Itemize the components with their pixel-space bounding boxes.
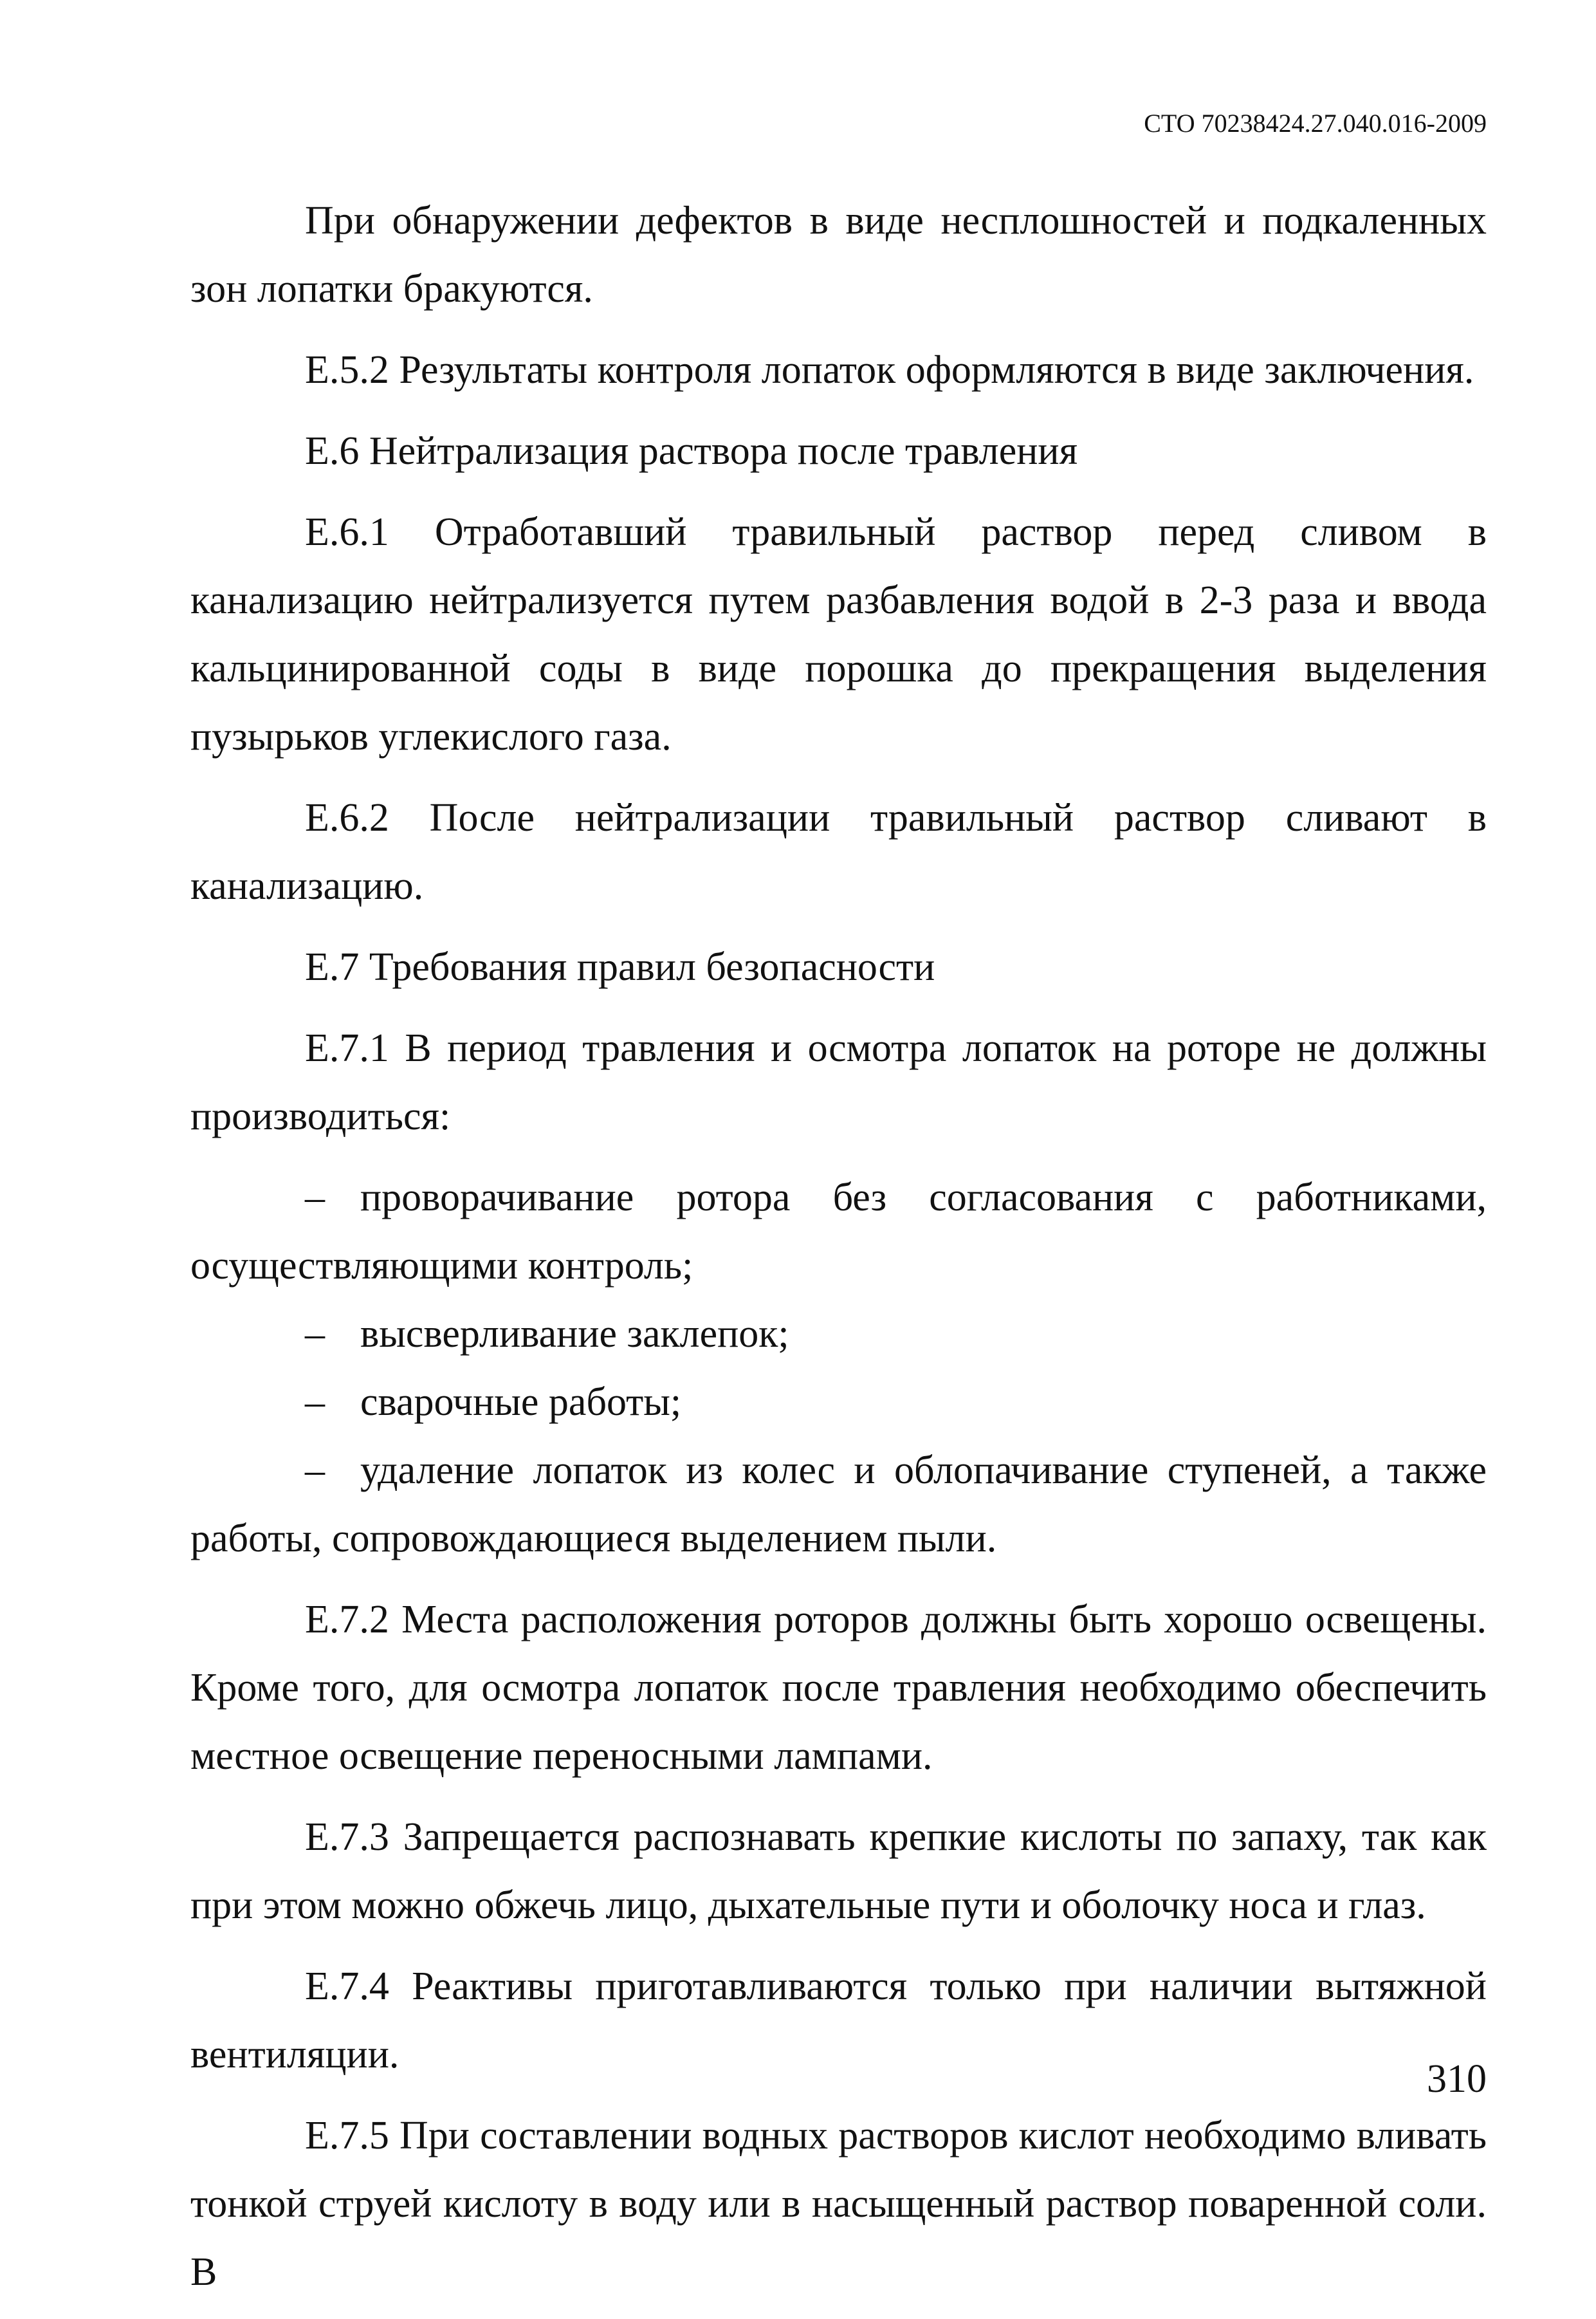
document-code-header: СТО 70238424.27.040.016-2009	[1144, 109, 1487, 138]
dash-marker: –	[305, 1380, 325, 1424]
page-number: 310	[1427, 2057, 1487, 2101]
list-item	[190, 1436, 1487, 1573]
list-item	[190, 1163, 1487, 1300]
list-item-text: проворачивание ротора без согласования с работниками, осуществляющими контроль;	[190, 1176, 1487, 1288]
list-item-text: сварочные работы;	[360, 1380, 682, 1424]
list-item	[190, 1368, 1487, 1436]
heading-e-6: Е.6 Нейтрализация раствора после травления	[305, 429, 1078, 473]
list-item-text: удаление лопаток из колес и облопачивание ступеней, а также работы, сопровождающиеся выделением пыли.	[190, 1448, 1487, 1560]
paragraph-e-7-5: Е.7.5 При составлении водных растворов кислот необходимо вливать тонкой струей кислоту в воду или в насыщенный раствор поваренной соли. В	[190, 2114, 1487, 2294]
paragraph-e-7-3: Е.7.3 Запрещается распознавать крепкие кислоты по запаху, так как при этом можно обжечь лицо, дыхательные пути и оболочку носа и глаз.	[190, 1815, 1487, 1927]
paragraph-e-7-2: Е.7.2 Места расположения роторов должны быть хорошо освещены. Кроме того, для осмотра лопаток после травления необходимо обеспечить местное освещение переносными лампами.	[190, 1598, 1487, 1778]
paragraph-e-6-1: Е.6.1 Отработавший травильный раствор перед сливом в канализацию нейтрализуется путем разбавления водой в 2-3 раза и ввода кальцинированной соды в виде порошка до прекращения выделения пузырьков углекислого газа.	[190, 510, 1487, 759]
paragraph-e-6-2: Е.6.2 После нейтрализации травильный раствор сливают в канализацию.	[190, 796, 1487, 908]
list-item	[190, 1300, 1487, 1368]
list-item-text: высверливание заклепок;	[360, 1312, 789, 1356]
dash-marker: –	[305, 1176, 325, 1219]
dash-marker: –	[305, 1312, 325, 1356]
paragraph-e-7-4: Е.7.4 Реактивы приготавливаются только при наличии вытяжной вентиляции.	[190, 1964, 1487, 2076]
paragraph-e-7-1: Е.7.1 В период травления и осмотра лопаток на роторе не должны производиться:	[190, 1026, 1487, 1138]
dash-marker: –	[305, 1448, 325, 1492]
page-body	[190, 187, 1487, 2319]
paragraph-e-5-2: Е.5.2 Результаты контроля лопаток оформляются в виде заключения.	[305, 348, 1474, 392]
heading-e-7: Е.7 Требования правил безопасности	[305, 945, 935, 989]
paragraph-defects-rejection: При обнаружении дефектов в виде несплошностей и подкаленных зон лопатки бракуются.	[190, 199, 1487, 311]
